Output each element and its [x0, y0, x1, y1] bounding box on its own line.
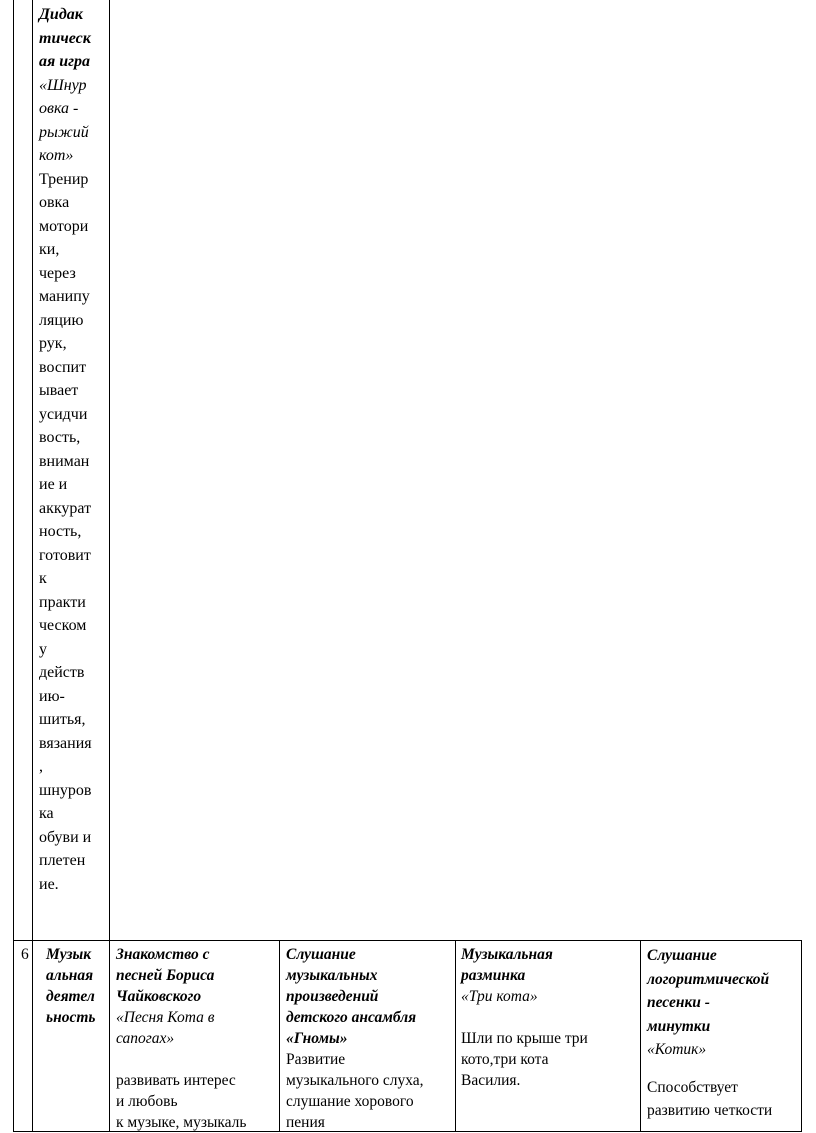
activity-category-cell: [46, 944, 106, 1028]
game-description-line: усидчи: [39, 405, 88, 423]
warmup-text-line: Василия.: [461, 1072, 521, 1089]
song-intro-desc-line: и любовь: [116, 1093, 178, 1110]
song-name-line: сапогах»: [116, 1030, 175, 1047]
table-border-col1: [109, 0, 110, 1132]
didactic-game-title-line: Дидак: [39, 6, 83, 23]
song-intro-desc-line: развивать интерес: [116, 1072, 236, 1089]
table-border-left: [13, 0, 14, 1132]
game-description-line: обуви и: [39, 828, 92, 846]
game-description-line: овка: [39, 194, 70, 211]
logorhythmic-title-line: логоритмической: [647, 970, 770, 988]
game-name-line: кот»: [39, 147, 74, 164]
game-description-line: ывает: [39, 382, 79, 399]
listening-title-line: произведений: [286, 988, 379, 1005]
listening-desc-line: Развитие: [286, 1051, 346, 1068]
spacer: [647, 1062, 797, 1076]
listening-desc-line: пения: [286, 1114, 325, 1131]
song-intro-cell: [116, 944, 271, 1133]
listening-title-line: Слушание: [286, 946, 356, 963]
listening-title-line: детского ансамбля: [286, 1009, 417, 1026]
game-description-line: ие и: [39, 476, 68, 493]
warmup-song: «Три кота»: [461, 988, 538, 1005]
game-description-line: к: [39, 570, 47, 587]
game-name-line: рыжий: [39, 123, 89, 141]
game-description-line: шнуров: [39, 781, 92, 799]
listening-desc-line: слушание хорового: [286, 1093, 414, 1110]
spacer: [116, 1049, 271, 1070]
song-intro-title-line: Знакомство с: [116, 946, 210, 963]
table-border-col2: [279, 940, 280, 1132]
game-description-line: шитья,: [39, 711, 86, 728]
logorhythmic-song-cell: [647, 944, 797, 1123]
game-description-line: Тренир: [39, 170, 89, 188]
logorhythmic-desc-line: Способствует: [647, 1078, 738, 1096]
game-description-line: воспит: [39, 358, 87, 376]
didactic-game-cell: [39, 3, 109, 896]
logorhythmic-song: «Котик»: [647, 1041, 707, 1058]
song-intro-title-line: песней Бориса: [116, 967, 215, 984]
game-description-line: вость,: [39, 429, 81, 446]
song-intro-title-line: Чайковского: [116, 988, 202, 1005]
game-description-line: ,: [39, 758, 43, 775]
table-row-divider: [13, 940, 802, 941]
table-border-col3: [455, 940, 456, 1132]
row-number: 6: [21, 946, 29, 963]
didactic-game-title-line: ая игра: [39, 53, 91, 70]
spacer: [461, 1007, 636, 1028]
listening-desc-line: музыкального слуха,: [286, 1072, 424, 1089]
game-description-line: ческом: [39, 617, 87, 634]
table-border-col4: [640, 940, 641, 1132]
listening-title-line: «Гномы»: [286, 1030, 348, 1047]
game-name-line: овка -: [39, 100, 79, 117]
activity-category-line: Музык: [46, 946, 92, 963]
musical-warmup-cell: [461, 944, 636, 1091]
game-description-line: мотори: [39, 217, 89, 235]
table-border-right: [801, 940, 802, 1132]
warmup-title-line: разминка: [461, 967, 526, 984]
game-description-line: ие.: [39, 875, 59, 893]
song-name-line: «Песня Кота в: [116, 1009, 215, 1026]
game-name-line: «Шнур: [39, 76, 87, 94]
game-description-line: у: [39, 640, 47, 658]
logorhythmic-desc-line: развитию четкости: [647, 1102, 773, 1119]
game-description-line: ляцию: [39, 311, 84, 329]
song-intro-desc-line: к музыке, музыкаль: [116, 1114, 247, 1131]
game-description-line: ки,: [39, 241, 60, 258]
game-description-line: действ: [39, 664, 85, 681]
listening-gnomes-cell: [286, 944, 451, 1133]
game-description-line: ию-: [39, 687, 65, 705]
game-description-line: рук,: [39, 335, 67, 352]
game-description-line: манипу: [39, 288, 90, 305]
game-description-line: ность,: [39, 523, 82, 540]
game-description-line: готовит: [39, 546, 91, 564]
warmup-text-line: кото,три кота: [461, 1051, 549, 1068]
game-description-line: вниман: [39, 452, 90, 470]
activity-category-line: ьность: [46, 1009, 96, 1026]
logorhythmic-title-line: песенки -: [647, 994, 710, 1011]
activity-category-line: деятел: [46, 988, 95, 1005]
game-description-line: вязания: [39, 734, 92, 752]
game-description-line: через: [39, 264, 76, 282]
logorhythmic-title-line: Слушание: [647, 947, 717, 964]
warmup-text-line: Шли по крыше три: [461, 1030, 588, 1047]
game-description-line: ка: [39, 805, 54, 822]
didactic-game-title-line: тическ: [39, 29, 91, 47]
logorhythmic-title-line: минутки: [647, 1017, 711, 1035]
activity-category-line: альная: [46, 967, 94, 984]
warmup-title-line: Музыкальная: [461, 946, 553, 963]
game-description-line: практи: [39, 593, 86, 611]
listening-title-line: музыкальных: [286, 967, 378, 984]
game-description-line: плетен: [39, 852, 86, 869]
game-description-line: аккурат: [39, 499, 92, 517]
